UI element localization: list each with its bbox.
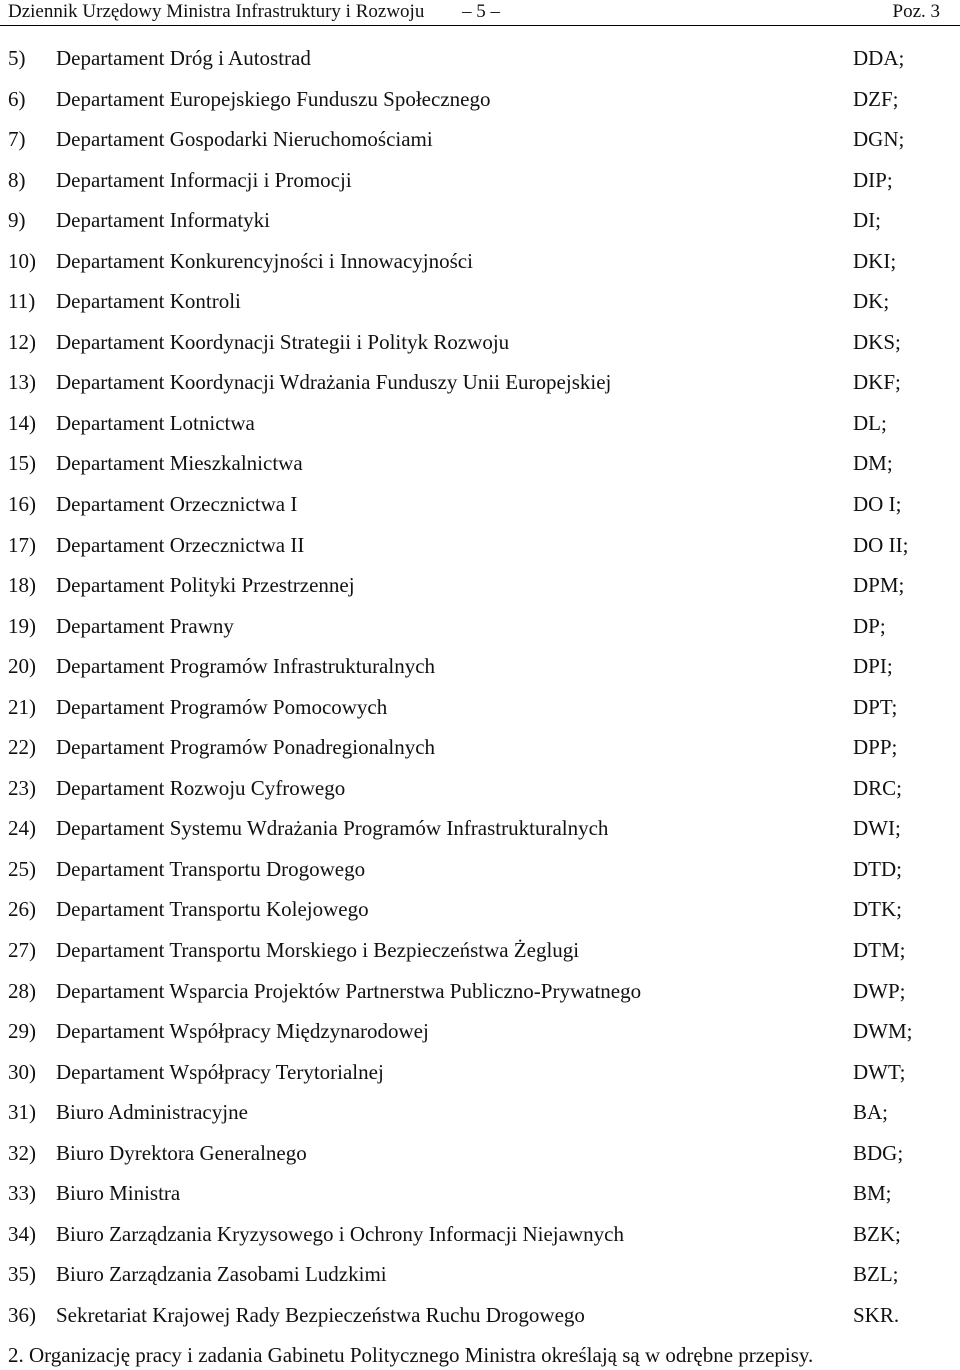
unit-code: DI; — [853, 208, 881, 233]
unit-name: Departament Dróg i Autostrad — [56, 46, 311, 70]
list-item — [0, 38, 960, 79]
unit-name: Departament Transportu Kolejowego — [56, 897, 369, 922]
unit-code: DL; — [853, 410, 887, 435]
item-number: 21) — [8, 694, 36, 719]
list-item — [0, 1173, 960, 1214]
list-item — [0, 241, 960, 282]
unit-code: BM; — [853, 1181, 892, 1206]
unit-code: DZF; — [853, 86, 899, 111]
list-item — [0, 808, 960, 849]
item-number: 32) — [8, 1140, 36, 1165]
unit-name: Biuro Administracyjne — [56, 1100, 248, 1125]
item-number: 26) — [8, 897, 36, 922]
item-number: 23) — [8, 775, 36, 800]
unit-name: Biuro Zarządzania Kryzysowego i Ochrony Informacji Niejawnych — [56, 1221, 624, 1246]
item-number: 31) — [8, 1100, 36, 1125]
unit-name: Departament Programów Ponadregionalnych — [56, 735, 436, 760]
item-number: 35) — [8, 1262, 36, 1287]
item-number: 15) — [8, 451, 36, 476]
unit-code: DK; — [853, 289, 890, 314]
unit-code: BZK; — [853, 1221, 901, 1246]
unit-code: DKF; — [853, 370, 901, 395]
unit-code: DGN; — [853, 127, 905, 152]
item-number: 7) — [8, 127, 26, 152]
closing-paragraph: 2. Organizację pracy i zadania Gabinetu Politycznego Ministra określają są w odrębne przepisy. — [8, 1343, 814, 1367]
item-number: 24) — [8, 816, 36, 841]
unit-code: DKS; — [853, 329, 901, 354]
unit-code: DPM; — [853, 573, 905, 598]
list-item — [0, 525, 960, 566]
list-item — [0, 889, 960, 930]
unit-code: DPT; — [853, 694, 898, 719]
unit-code: DTD; — [853, 856, 902, 881]
list-item — [0, 971, 960, 1012]
unit-name: Departament Koordynacji Strategii i Polityk Rozwoju — [56, 329, 510, 354]
list-item — [0, 1133, 960, 1174]
list-item — [0, 119, 960, 160]
list-item — [0, 1011, 960, 1052]
unit-name: Departament Polityki Przestrzennej — [56, 573, 355, 598]
unit-code: DP; — [853, 613, 886, 638]
unit-name: Departament Orzecznictwa II — [56, 532, 305, 557]
unit-code: DO I; — [853, 492, 902, 517]
unit-name: Biuro Dyrektora Generalnego — [56, 1140, 307, 1165]
list-item — [0, 281, 960, 322]
unit-name: Departament Transportu Drogowego — [56, 856, 366, 881]
item-number: 11) — [8, 289, 36, 314]
list-item — [0, 160, 960, 201]
unit-name: Departament Programów Infrastrukturalnych — [56, 654, 436, 679]
unit-name: Departament Transportu Morskiego i Bezpieczeństwa Żeglugi — [56, 938, 580, 963]
list-item — [0, 768, 960, 809]
item-number: 36) — [8, 1302, 36, 1327]
list-item — [0, 362, 960, 403]
item-number: 29) — [8, 1019, 36, 1044]
unit-code: DWI; — [853, 816, 901, 841]
unit-code: SKR. — [853, 1302, 900, 1327]
list-item — [0, 200, 960, 241]
list-item — [0, 403, 960, 444]
journal-title: Dziennik Urzędowy Ministra Infrastruktury i Rozwoju — [8, 1, 425, 22]
unit-name: Departament Europejskiego Funduszu Społecznego — [56, 86, 491, 111]
position-number: Poz. 3 — [892, 1, 940, 22]
unit-name: Departament Mieszkalnictwa — [56, 451, 303, 476]
unit-name: Departament Kontroli — [56, 289, 241, 314]
list-item — [0, 79, 960, 120]
unit-name: Departament Gospodarki Nieruchomościami — [56, 127, 433, 152]
item-number: 20) — [8, 654, 36, 679]
list-item — [0, 1254, 960, 1295]
unit-name: Departament Wsparcia Projektów Partnerstwa Publiczno-Prywatnego — [56, 978, 642, 1003]
unit-code: DIP; — [853, 167, 893, 192]
item-number: 12) — [8, 329, 36, 354]
item-number: 13) — [8, 370, 36, 395]
unit-code: DWP; — [853, 978, 906, 1003]
unit-name: Departament Rozwoju Cyfrowego — [56, 775, 346, 800]
item-number: 18) — [8, 573, 36, 598]
unit-code: DTK; — [853, 897, 902, 922]
list-item — [0, 687, 960, 728]
list-item — [0, 849, 960, 890]
item-number: 34) — [8, 1221, 36, 1246]
item-number: 28) — [8, 978, 36, 1003]
unit-name: Departament Lotnictwa — [56, 410, 255, 435]
unit-name: Sekretariat Krajowej Rady Bezpieczeństwa Ruchu Drogowego — [56, 1302, 585, 1327]
item-number: 16) — [8, 492, 36, 517]
unit-code: DRC; — [853, 775, 903, 800]
unit-name: Departament Współpracy Terytorialnej — [56, 1059, 384, 1084]
list-item — [0, 1052, 960, 1093]
organizational-unit-list — [0, 38, 960, 1336]
list-item — [0, 443, 960, 484]
unit-code: DPI; — [853, 654, 893, 679]
unit-code: DM; — [853, 451, 893, 476]
unit-code: DO II; — [853, 532, 909, 557]
list-item — [0, 1214, 960, 1255]
page-number: – 5 – — [462, 1, 500, 22]
list-item — [0, 930, 960, 971]
unit-code: BZL; — [853, 1262, 899, 1287]
unit-code: BDG; — [853, 1140, 904, 1165]
unit-name: Biuro Ministra — [56, 1181, 181, 1206]
list-item — [0, 484, 960, 525]
item-number: 27) — [8, 938, 36, 963]
list-item — [0, 646, 960, 687]
unit-code: DKI; — [853, 248, 897, 273]
unit-name: Departament Orzecznictwa I — [56, 492, 298, 517]
item-number: 5) — [8, 46, 26, 70]
item-number: 25) — [8, 856, 36, 881]
unit-name: Biuro Zarządzania Zasobami Ludzkimi — [56, 1262, 387, 1287]
unit-name: Departament Programów Pomocowych — [56, 694, 388, 719]
unit-name: Departament Informacji i Promocji — [56, 167, 352, 192]
list-item — [0, 322, 960, 363]
item-number: 9) — [8, 208, 26, 233]
unit-name: Departament Konkurencyjności i Innowacyjności — [56, 248, 473, 273]
unit-name: Departament Współpracy Międzynarodowej — [56, 1019, 429, 1044]
unit-name: Departament Informatyki — [56, 208, 270, 233]
list-item — [0, 1092, 960, 1133]
list-item — [0, 727, 960, 768]
page-header — [0, 0, 960, 26]
unit-code: DWT; — [853, 1059, 906, 1084]
unit-code: DPP; — [853, 735, 898, 760]
item-number: 33) — [8, 1181, 36, 1206]
unit-name: Departament Koordynacji Wdrażania Funduszy Unii Europejskiej — [56, 370, 612, 395]
unit-name: Departament Prawny — [56, 613, 234, 638]
list-item — [0, 1295, 960, 1336]
item-number: 22) — [8, 735, 36, 760]
unit-code: DWM; — [853, 1019, 913, 1044]
unit-code: DDA; — [853, 46, 905, 70]
unit-code: DTM; — [853, 938, 906, 963]
list-item — [0, 606, 960, 647]
item-number: 6) — [8, 86, 26, 111]
item-number: 14) — [8, 410, 36, 435]
item-number: 30) — [8, 1059, 36, 1084]
list-item — [0, 565, 960, 606]
item-number: 8) — [8, 167, 26, 192]
item-number: 17) — [8, 532, 36, 557]
item-number: 10) — [8, 248, 36, 273]
unit-name: Departament Systemu Wdrażania Programów Infrastrukturalnych — [56, 816, 609, 841]
unit-code: BA; — [853, 1100, 889, 1125]
item-number: 19) — [8, 613, 36, 638]
